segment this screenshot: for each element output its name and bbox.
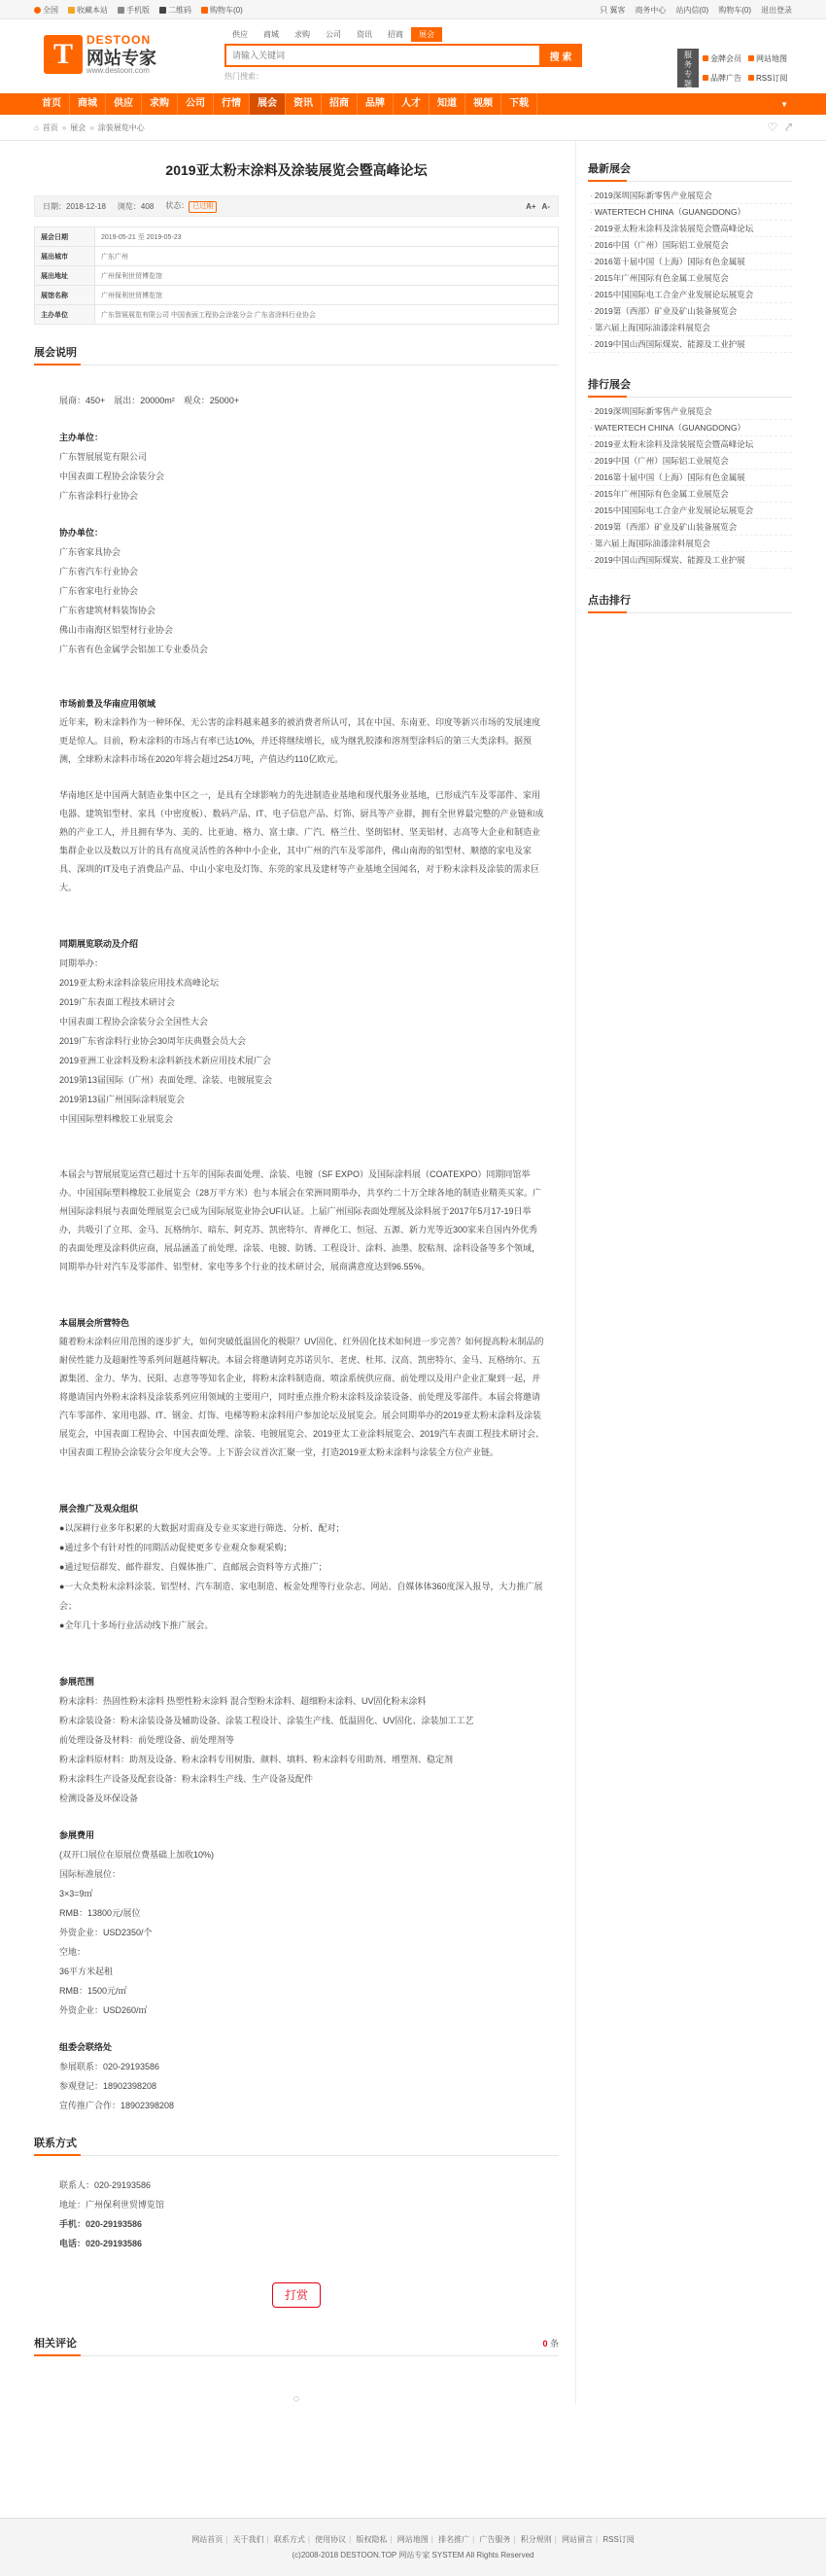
breadcrumb-sep: » [61, 122, 67, 132]
gold-member-link[interactable]: 金牌会员 [703, 53, 748, 64]
reward-button[interactable]: 打赏 [272, 2282, 321, 2308]
nav-company[interactable]: 公司 [178, 93, 214, 115]
site-logo[interactable] [44, 33, 189, 78]
page-title: 2019亚太粉末涂料及涂装展览会暨高峰论坛 [165, 162, 428, 178]
mobile-link[interactable]: 手机版 [118, 5, 150, 16]
rss-link[interactable]: RSS订阅 [748, 73, 794, 84]
logo-url: www.destoon.com [86, 66, 150, 75]
user-links [600, 5, 792, 16]
cart-icon [201, 7, 208, 14]
search-tabs [224, 27, 633, 42]
sidebar-link[interactable]: · 2019中国山西国际煤炭、能源及工业护展 [588, 336, 792, 353]
list-item: 2019广东省涂料行业协会30周年庆典暨会员大会 [59, 1036, 247, 1046]
nav-video[interactable]: 视频 [465, 93, 501, 115]
market-paragraph: 近年来，粉末涂料作为一种环保、无公害的涂料越来越多的被消费者所认可，其在中国、东南亚、印度等新兴市场的发展速度更是惊人。目前，粉末涂料的市场占有率已达10%，并还将继续增长，成为继乳胶漆和溶剂型涂料后的第三大类涂料。据预测，全球粉末涂料市场在2020年将会超过254万吨，产值达约110亿欧元。 [59, 717, 541, 764]
search-tab-active[interactable]: 展会 [411, 27, 442, 42]
list-item: 广东省有色金属学会铝加工专业委员会 [59, 644, 209, 654]
list-item: (双开口展位在原展位费基础上加收10%) [59, 1850, 215, 1860]
footer-link[interactable]: 版权隐私 [356, 2535, 388, 2544]
copyright: (c)2008-2018 DESTOON.TOP 网站专家 SYSTEM All Rights Reserved [292, 2551, 534, 2559]
top-bar [0, 0, 826, 19]
contact-address: 地址：广州保利世贸博览馆 [59, 2200, 165, 2210]
logo-mark: T [44, 35, 83, 74]
rss-icon [748, 75, 754, 81]
service-promo [677, 49, 794, 87]
feature-title: 本届展会所营特色 [59, 1318, 130, 1328]
list-item: 粉末涂装设备：粉末涂装设备及辅助设备、涂装工程设计、涂装生产线、低温固化、UV固化、涂装加工工艺 [59, 1716, 474, 1725]
list-item: 前处理设备及材料：前处理设备、前处理剂等 [59, 1735, 235, 1745]
footer-link[interactable]: 联系方式 [273, 2535, 305, 2544]
sidebar-link[interactable]: · WATERTECH CHINA（GUANGDONG） [588, 420, 792, 436]
cart-link[interactable]: 购物车(0) [201, 5, 243, 16]
hot-search: 热门搜索： [224, 72, 263, 81]
column-divider [575, 141, 576, 2405]
sidebar-link[interactable]: · 2019深圳国际新零售产业展览会 [588, 188, 792, 204]
breadcrumb-home[interactable]: 首页 [42, 122, 58, 132]
list-item: 2019第13届国际（广州）表面处理、涂装、电镀展览会 [59, 1075, 273, 1085]
bookmark-link[interactable]: 收藏本站 [68, 5, 108, 16]
footer-link[interactable]: 使用协议 [315, 2535, 347, 2544]
search-tab[interactable]: 公司 [326, 30, 341, 39]
list-item: 佛山市南海区铝型材行业协会 [59, 625, 174, 635]
loading-spinner-icon: ◌ [293, 2393, 300, 2405]
location-icon [34, 7, 41, 14]
exhibit-info-table [34, 226, 559, 325]
user-cart-link[interactable]: 购物车(0) [718, 5, 751, 15]
footer-link[interactable]: 广告服务 [479, 2535, 511, 2544]
list-item: ●一大众类粉末涂料涂装、铝型材、汽车制造、家电制造、板金处理等行业杂志、网站、自媒体体360度深入报导，大力推广展会； [59, 1582, 543, 1611]
co-host-title: 协办单位： [59, 528, 104, 538]
contact-body [34, 2176, 559, 2253]
article-meta [34, 195, 559, 217]
promo-title: 展会推广及观众组织 [59, 1504, 139, 1514]
contact-phone: 电话：020-29193586 [59, 2239, 143, 2248]
rank-exhibits-title: 排行展会 [588, 376, 792, 398]
host-title: 主办单位： [59, 433, 104, 442]
footer-link[interactable]: 网站留言 [562, 2535, 594, 2544]
list-item: ●以深耕行业多年积累的大数据对需商及专业买家进行筛选、分析、配对； [59, 1523, 345, 1533]
search-tab[interactable]: 求购 [294, 30, 310, 39]
font-larger-button[interactable]: A+ [526, 201, 536, 211]
logout-link[interactable]: 退出登录 [761, 5, 792, 15]
search-tab[interactable]: 招商 [388, 30, 403, 39]
nav-down[interactable]: 下载 [501, 93, 537, 115]
table-row: 展会日期 2019-05-21 至 2019-05-23 [35, 227, 559, 247]
footer [0, 2518, 826, 2576]
rank-exhibits-list [588, 403, 792, 569]
feature-paragraph: 随着粉末涂料应用范围的逐步扩大，如何突破低温固化的极限？UV固化、红外固化技术如何进一步完善？如何提高粉末制品的耐侯性能力及超耐性等系列问题越待解决。本届会将邀请阿克苏诺贝尔、老虎、杜邦、汉高、凯密特尔、金马、瓦格纳尔、五源集团、金力、华为、民阳、志意等等知名企业，将粉末涂料制造商、喷涂系统供应商、前处理以及用户企业汇聚到一起，并将邀请国内外粉末涂料及涂装系列应用领域的主要用户，同时重点推介粉末涂料及涂装设备、前处理及零部件。本届会将邀请汽车零部件、家用电器、IT、钢金、灯饰、电梯等粉末涂料用户参加论坛及展览会。展会同期举办的2019亚太粉末涂料及涂装展览会，中国表面工程协会、中国表面处理、涂装、电镀展览会、2019亚太工业涂料展览会、2019汽车表面工程技术研讨会、中国表面工程协会涂装分会年度大会等。上下游会议首次汇聚一堂，打造2019亚太粉末涂料与涂装全方位产业链。 [59, 1337, 545, 1457]
sitemap-link[interactable]: 网站地图 [748, 53, 794, 64]
article-date: 日期：2018-12-18 [43, 201, 106, 211]
status-badge: 已过期 [189, 201, 217, 213]
user-name-link[interactable]: 只 翼客 [600, 5, 626, 15]
footer-link[interactable]: 积分规则 [520, 2535, 552, 2544]
breadcrumb-exhibit[interactable]: 展会 [70, 122, 86, 132]
search-input[interactable] [224, 44, 539, 67]
top-links [34, 5, 243, 16]
table-row: 展馆名称 广州保利世贸博览馆 [35, 286, 559, 305]
gold-icon [703, 55, 708, 61]
breadcrumb [34, 122, 145, 133]
market-title: 市场前景及华南应用领域 [59, 699, 156, 709]
latest-exhibits-list [588, 188, 792, 353]
list-item: 2019亚太粉末涂料涂装应用技术高峰论坛 [59, 978, 220, 988]
sidebar-link[interactable]: · 2015年广州国际有色金属工业展览会 [588, 486, 792, 503]
list-item: 粉末涂料：热固性粉末涂料 热塑性粉末涂料 混合型粉末涂料、超细粉末涂料、UV固化粉末涂料 [59, 1696, 427, 1706]
sidebar-link[interactable]: · WATERTECH CHINA（GUANGDONG） [588, 204, 792, 221]
list-item: 宣传推广合作：18902398208 [59, 2101, 175, 2110]
sidebar-link[interactable]: · 2016中国（广州）国际铝工业展览会 [588, 237, 792, 254]
comment-count: 0 条 [542, 2338, 559, 2349]
nav-buy[interactable]: 求购 [142, 93, 178, 115]
sidebar [588, 141, 792, 2405]
list-item: ●通过短信群发、邮件群发、自媒体推广、直邮展会资料等方式推广； [59, 1562, 327, 1572]
list-item: ●全年几十多场行业活动线下推广展会。 [59, 1620, 214, 1630]
nav-invest[interactable]: 招商 [322, 93, 358, 115]
main-nav [0, 93, 826, 115]
logo-en: DESTOON [86, 33, 152, 47]
sidebar-link[interactable]: · 2019中国（广州）国际铝工业展览会 [588, 453, 792, 470]
sidebar-link[interactable]: · 2019亚太粉末涂料及涂装展览会暨高峰论坛 [588, 436, 792, 453]
scale-line: 展商：450+ 展出：20000m² 观众：25000+ [59, 396, 240, 405]
sidebar-link[interactable]: · 2015年广州国际有色金属工业展览会 [588, 270, 792, 287]
list-item: 粉末涂料生产设备及配套设备：粉末涂料生产线、生产设备及配件 [59, 1774, 314, 1784]
nav-exhibit[interactable]: 展会 [250, 93, 286, 115]
comments-header [34, 2335, 559, 2356]
star-icon [68, 7, 75, 14]
list-item: 中国国际塑料橡胶工业展览会 [59, 1114, 174, 1124]
list-item: 外资企业：USD2350/个 [59, 1928, 153, 1937]
brand-ad-link[interactable]: 品牌广告 [703, 73, 748, 84]
list-item: 广东省汽车行业协会 [59, 567, 139, 576]
coatex-paragraph: 本届会与智展展览运营已超过十五年的国际表面处理、涂装、电镀（SF EXPO）及国际涂料展（COATEXPO）同期同馆举办。中国国际塑料橡胶工业展览会（28万平方米）也与本展会在荣洲同期举办，共享约二十万全球各地的制造业精英买家。广州国际涂料展与表面处理展览会已成为国际展览业协会UFI认证。上届广州国际表面处理展及涂料展于2017年5月17-19日举办，共吸引了立邦、金马、瓦格纳尔、暗东、阿克苏、凯密特尔、青禅化工、恒冠、五源、新力光等近300家来自国内外优秀的表面处理及涂料供应商，展品涵盖了前处理、涂装、电镀、防锈、工程设计、涂料、油墨、胶粘剂、涂料设备等多个领域，同期举办针对汽车及零部件、铝型材、家电等多个行业的技术研讨会，展商满意度达到96.55%。 [59, 1169, 542, 1271]
events-title: 同期展览联动及介绍 [59, 939, 139, 949]
nav-more-icon[interactable]: ▼ [780, 99, 788, 109]
list-item: 2019广东表面工程技术研讨会 [59, 997, 176, 1007]
article-views: 浏览：408 [117, 201, 155, 211]
promo-tag: 服务专题 [677, 49, 699, 87]
table-row: 主办单位 广东智展展览有限公司 中国表面工程协会涂装分会 广东省涂料行业协会 [35, 305, 559, 325]
click-rank-title: 点击排行 [588, 592, 792, 613]
header [34, 19, 792, 93]
scope-title: 参展范围 [59, 1677, 95, 1687]
share-icon[interactable]: ⤤ [785, 120, 792, 134]
list-item: 国际标准展位： [59, 1869, 121, 1879]
sidebar-link[interactable]: · 2016第十届中国（上海）国际有色金属展 [588, 254, 792, 270]
list-item: 中国表面工程协会涂装分会 [59, 471, 165, 481]
sidebar-link[interactable]: · 2016第十届中国（上海）国际有色金属展 [588, 470, 792, 486]
sidebar-link[interactable]: · 2019深圳国际新零售产业展览会 [588, 403, 792, 420]
sidebar-link[interactable]: · 第六届上海国际油漆涂料展览会 [588, 320, 792, 336]
sidebar-link[interactable]: · 第六届上海国际油漆涂料展览会 [588, 536, 792, 552]
list-item: 广东省家具协会 [59, 547, 121, 557]
list-item: 参观登记：18902398208 [59, 2081, 157, 2091]
table-row: 展出城市 广东广州 [35, 247, 559, 266]
sidebar-link[interactable]: · 2015中国国际电工合金产业发展论坛展览会 [588, 287, 792, 303]
footer-link[interactable]: 网站首页 [191, 2535, 224, 2544]
inbox-link[interactable]: 站内信(0) [675, 5, 709, 15]
font-smaller-button[interactable]: A- [541, 201, 550, 211]
list-item: 广东省涂料行业协会 [59, 491, 139, 501]
main-content [34, 141, 559, 2405]
member-center-link[interactable]: 商务中心 [635, 5, 667, 15]
contact-person: 联系人：020-29193586 [59, 2180, 152, 2190]
list-item: 检测设备及环保设备 [59, 1793, 139, 1803]
contact-mobile: 手机：020-29193586 [59, 2219, 143, 2229]
sidebar-link[interactable]: · 2019第（西部）矿业及矿山装备展览会 [588, 303, 792, 320]
footer-links: 网站首页 | 关于我们 | 联系方式 | 使用协议 | 版权隐私 | 网站地图 | 排名推广 | 广告服务 | 积分规则 | 网站留言 | RSS订阅 [191, 2535, 635, 2544]
sidebar-link[interactable]: · 2019中国山西国际煤炭、能源及工业护展 [588, 552, 792, 569]
list-item: 参展联系：020-29193586 [59, 2062, 160, 2071]
footer-link[interactable]: 排名推广 [438, 2535, 470, 2544]
search-tab[interactable]: 供应 [232, 30, 248, 39]
breadcrumb-category[interactable]: 涂装展览中心 [97, 122, 145, 132]
article-status: 状态： 已过期 [165, 200, 217, 213]
list-item: 36平方米起租 [59, 1967, 114, 1976]
list-item: 2019亚洲工业涂料及粉末涂料新技术新应用技术展广会 [59, 1056, 272, 1065]
list-item: 空地： [59, 1947, 86, 1957]
search-tab[interactable]: 商城 [263, 30, 279, 39]
nav-know[interactable]: 知道 [430, 93, 465, 115]
organizer-contact-title: 组委会联络处 [59, 2042, 113, 2052]
list-item: 广东智展展览有限公司 [59, 452, 148, 462]
contact-section-title: 联系方式 [34, 2135, 559, 2156]
search-area [224, 27, 633, 82]
fee-title: 参展费用 [59, 1830, 95, 1840]
nav-news[interactable]: 资讯 [286, 93, 322, 115]
nav-job[interactable]: 人才 [394, 93, 430, 115]
logo-cn: 网站专家 [86, 49, 156, 68]
sidebar-link[interactable]: · 2019第（西部）矿业及矿山装备展览会 [588, 519, 792, 536]
events-intro: 同期举办： [59, 958, 104, 968]
sidebar-link[interactable]: · 2019亚太粉末涂料及涂装展览会暨高峰论坛 [588, 221, 792, 237]
list-item: 2019第13届广州国际涂料展览会 [59, 1095, 186, 1104]
breadcrumb-sep: » [89, 122, 94, 132]
list-item: RMB：13800元/展位 [59, 1908, 141, 1918]
nav-sell[interactable]: 供应 [106, 93, 142, 115]
home-icon: ⌂ [34, 122, 39, 132]
footer-link[interactable]: 关于我们 [232, 2535, 264, 2544]
section-title: 展会说明 [34, 344, 559, 366]
qrcode-link[interactable]: 二维码 [159, 5, 191, 16]
latest-exhibits-title: 最新展会 [588, 160, 792, 182]
footer-link[interactable]: RSS订阅 [602, 2535, 635, 2544]
list-item: 外资企业：USD260/㎡ [59, 2005, 148, 2015]
sitemap-icon [748, 55, 754, 61]
sidebar-link[interactable]: · 2015中国国际电工合金产业发展论坛展览会 [588, 503, 792, 519]
table-row: 展出地址 广州保利世贸博览馆 [35, 266, 559, 286]
search-tab[interactable]: 资讯 [357, 30, 372, 39]
list-item: ●通过多个有针对性的同期活动促使更多专业观众参观采购； [59, 1543, 293, 1552]
list-item: 粉末涂料原材料：助剂及设备、粉末涂料专用树脂、颜料、填料、粉末涂料专用助剂、增塑剂、稳定剂 [59, 1755, 454, 1764]
phone-icon [118, 7, 124, 14]
nav-mall[interactable]: 商城 [70, 93, 106, 115]
comments-title: 相关评论 [34, 2338, 77, 2350]
list-item: 3×3=9㎡ [59, 1889, 93, 1898]
footer-link[interactable]: 网站地图 [396, 2535, 429, 2544]
list-item: RMB：1500元/㎡ [59, 1986, 127, 1996]
list-item: 中国表面工程协会涂装分会全国性大会 [59, 1017, 209, 1027]
qrcode-icon [159, 7, 166, 14]
region-link[interactable]: 全国 [34, 5, 58, 16]
breadcrumb-bar [34, 115, 792, 140]
market-paragraph: 华南地区是中国两大制造业集中区之一，是具有全球影响力的先进制造业基地和现代服务业基地，已形成汽车及零部件、家用电器、建筑铝型材、家具（中密度板）、数码产品、IT、电子信息产品、灯饰、厨具等产业群，拥有全世界最完整的产业链和成熟的产业工人，并且拥有华为、美的、比亚迪、格力、富士康、广汽、格兰仕、坚朗铝材、坚美铝材、志高等大企业和制造业集群企业以及数以万计的具有高度灵活性的各种中小企业，其中广州的汽车及零部件，佛山南海的铝型材、顺德的家电及家具、深圳的IT及电子消费品产品、中山小家电及灯饰、东莞的家具及建材等产业基地全国闻名，对于粉末涂料及涂装的需求巨大。 [59, 790, 544, 892]
article-body [34, 391, 559, 2115]
list-item: 广东省建筑材料装饰协会 [59, 606, 156, 615]
search-button[interactable]: 搜 索 [539, 44, 582, 67]
nav-quote[interactable]: 行情 [214, 93, 250, 115]
favorite-icon[interactable]: ♡ [767, 120, 778, 134]
nav-home[interactable]: 首页 [34, 93, 70, 115]
list-item: 广东省家电行业协会 [59, 586, 139, 596]
nav-brand[interactable]: 品牌 [358, 93, 394, 115]
brand-icon [703, 75, 708, 81]
